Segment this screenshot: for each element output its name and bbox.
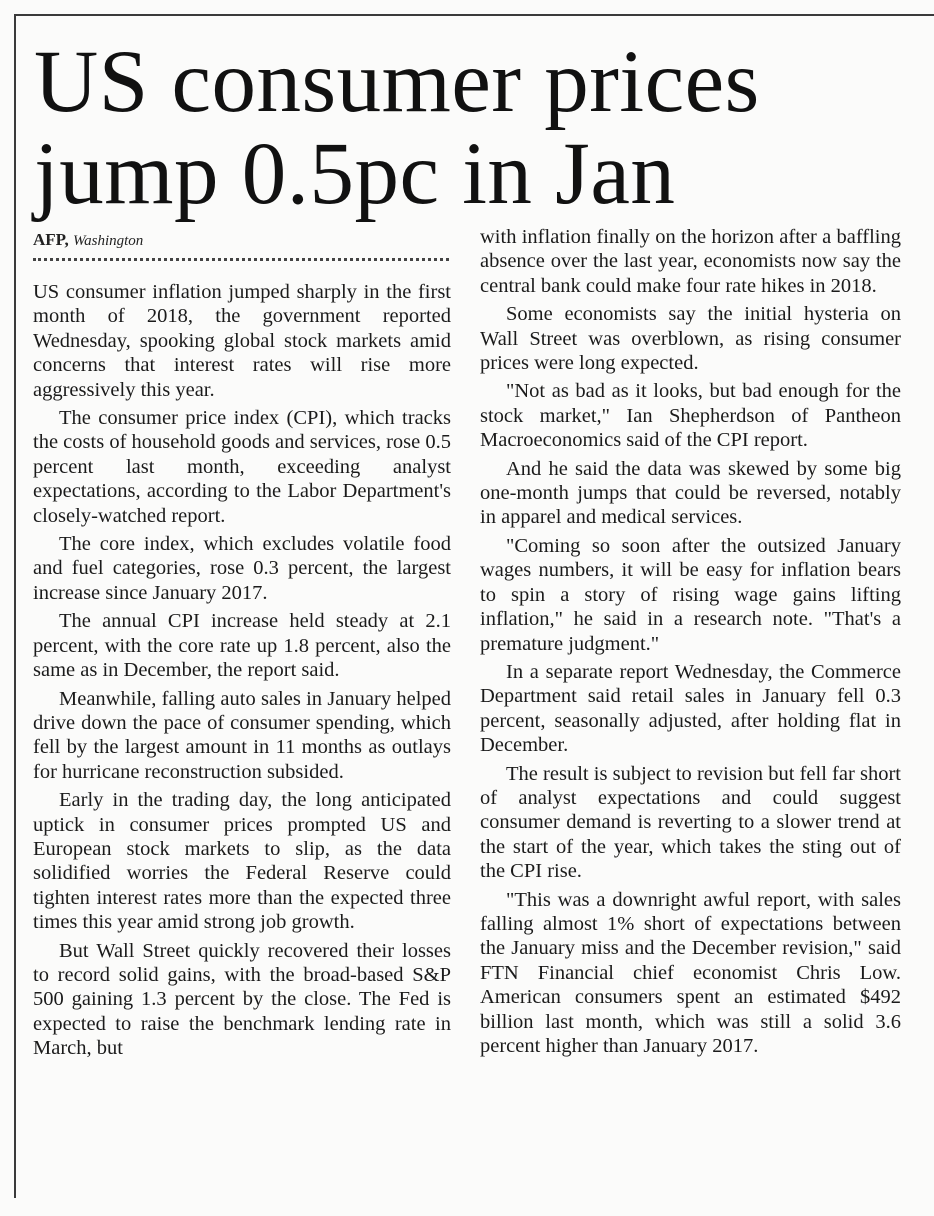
right-column [480,225,901,1062]
headline [34,33,914,223]
paragraph: The core index, which excludes volatile food and fuel categories, rose 0.3 percent, the largest increase since January 2017. [33,533,451,604]
paragraph: Meanwhile, falling auto sales in January helped drive down the pace of consumer spending, which fell by the largest amount in 11 months as outlays for hurricane reconstruction subsided. [33,687,451,783]
byline [33,230,143,250]
headline-line-1: US consumer prices [34,33,760,131]
paragraph: The annual CPI increase held steady at 2.1 percent, with the core rate up 1.8 percent, also the same as in December, the report said. [33,610,451,682]
left-rule [14,14,16,1198]
paragraph: The consumer price index (CPI), which tracks the costs of household goods and services, rose 0.5 percent last month, exceeding analyst expectations, according to the Labor Department's closely-watched report. [33,407,451,527]
byline-agency: AFP, [33,230,69,249]
paragraph: US consumer inflation jumped sharply in the first month of 2018, the government reported Wednesday, spooking global stock markets amid concerns that interest rates will rise more aggressively this year. [33,281,451,401]
paragraph: Some economists say the initial hysteria on Wall Street was overblown, as rising consumer prices were long expected. [480,303,901,375]
paragraph: "Coming so soon after the outsized January wages numbers, it will be easy for inflation bears to spin a story of rising wage gains lifting inflation," he said in a research note. "That's a premature judgment." [480,534,901,655]
headline-line-2: jump 0.5pc in Jan [34,125,676,223]
paragraph: "This was a downright awful report, with sales falling almost 1% short of expectations between the January miss and the December revision," said FTN Financial chief economist Chris Low. American consumers spent an estimated $492 billion last month, which was still a solid 3.6 percent higher than January 2017. [480,888,901,1057]
paragraph: Early in the trading day, the long anticipated uptick in consumer prices prompted US and European stock markets to slip, as the data solidified worries the Federal Reserve could tighten interest rates more than the expected three times this year amid strong job growth. [33,789,451,934]
byline-place: Washington [73,233,144,249]
dotted-divider [33,258,449,261]
paragraph: with inflation finally on the horizon after a baffling absence over the last year, economists now say the central bank could make four rate hikes in 2018. [480,226,901,297]
top-rule [14,14,934,16]
left-column [33,280,451,1065]
paragraph: In a separate report Wednesday, the Commerce Department said retail sales in January fell 0.3 percent, seasonally adjusted, after holding flat in December. [480,660,901,757]
paragraph: And he said the data was skewed by some big one-month jumps that could be reversed, notably in apparel and medical services. [480,457,901,529]
paragraph: But Wall Street quickly recovered their losses to record solid gains, with the broad-based S&P 500 gaining 1.3 percent by the close. The Fed is expected to raise the benchmark lending rate in March, but [33,939,451,1060]
paragraph: "Not as bad as it looks, but bad enough for the stock market," Ian Shepherdson of Pantheon Macroeconomics said of the CPI report. [480,380,901,452]
paragraph: The result is subject to revision but fell far short of analyst expectations and could suggest consumer demand is reverting to a slower trend at the start of the year, which takes the sting out of the CPI rise. [480,762,901,883]
